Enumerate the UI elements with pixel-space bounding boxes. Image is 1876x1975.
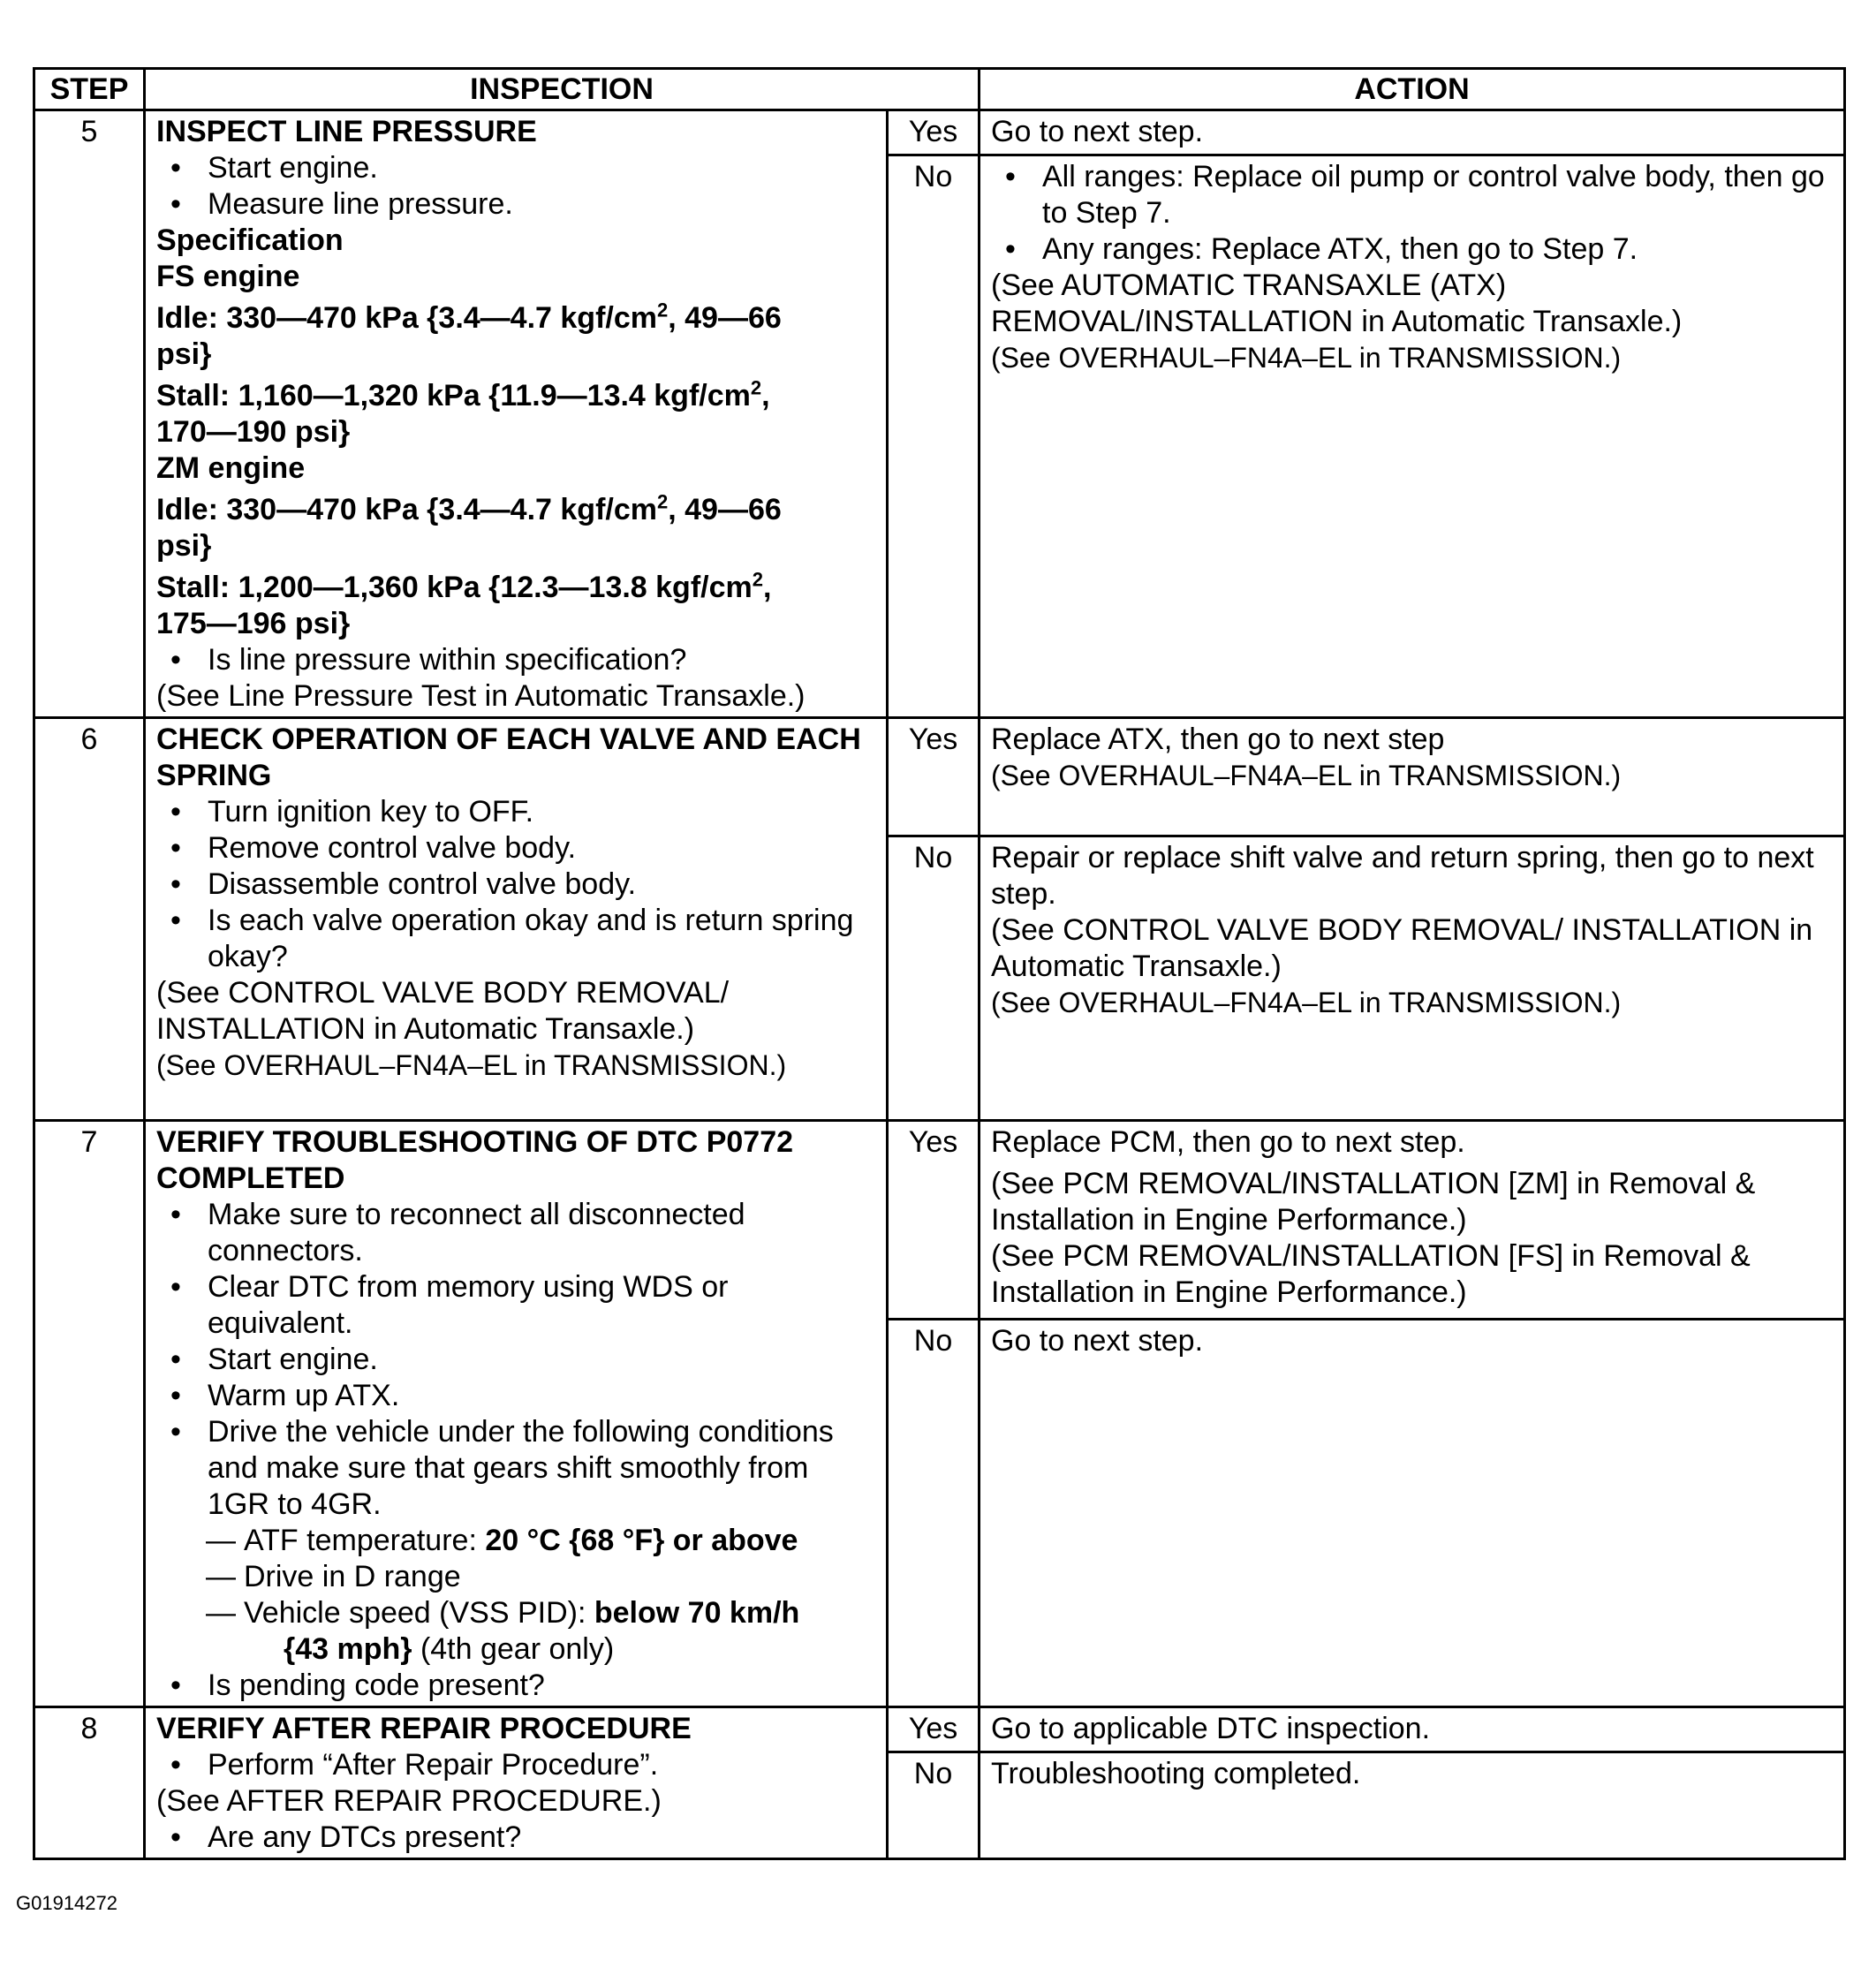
see-reference: (See PCM REMOVAL/INSTALLATION [ZM] in Removal & Installation in Engine Performance.): [991, 1167, 1756, 1237]
step-title: VERIFY TROUBLESHOOTING OF DTC P0772 COMPLETED: [156, 1125, 794, 1195]
see-reference: (See OVERHAUL–FN4A–EL in TRANSMISSION.): [991, 987, 1622, 1018]
see-reference: (See Line Pressure Test in Automatic Transaxle.): [156, 679, 806, 713]
no-label: No: [888, 1752, 980, 1859]
yes-label: Yes: [888, 718, 980, 836]
yes-action: Go to next step.: [980, 110, 1845, 155]
step-number: 5: [34, 110, 145, 718]
yes-label: Yes: [888, 110, 980, 155]
condition-item-continued: {43 mph} (4th gear only): [284, 1632, 615, 1666]
list-item: • Warm up ATX.: [156, 1378, 875, 1414]
list-item: • Clear DTC from memory using WDS or equivalent.: [156, 1269, 875, 1342]
header-action: ACTION: [980, 69, 1845, 110]
step-number: 7: [34, 1121, 145, 1707]
step-number: 6: [34, 718, 145, 1121]
table-row: [34, 718, 1845, 836]
figure-code: G01914272: [16, 1892, 117, 1914]
see-reference: (See CONTROL VALVE BODY REMOVAL/ INSTALLATION in Automatic Transaxle.): [156, 976, 730, 1046]
list-item: • Measure line pressure.: [156, 186, 875, 223]
list-item: • Turn ignition key to OFF.: [156, 794, 875, 830]
header-row: [34, 69, 1845, 110]
table-row: [34, 1121, 1845, 1320]
inspection-cell: [145, 110, 888, 718]
list-item: • Drive the vehicle under the following conditions and make sure that gears shift smoothly from 1GR to 4GR.: [156, 1414, 875, 1523]
list-item: • Perform “After Repair Procedure”.: [156, 1747, 875, 1783]
see-reference: (See AUTOMATIC TRANSAXLE (ATX) REMOVAL/INSTALLATION in Automatic Transaxle.): [991, 269, 1683, 338]
yes-action: Go to applicable DTC inspection.: [980, 1707, 1845, 1752]
condition-item: — ATF temperature: 20 °C {68 °F} or above: [156, 1523, 875, 1559]
list-item: • Disassemble control valve body.: [156, 866, 875, 903]
table-row: [34, 1707, 1845, 1752]
no-label: No: [888, 155, 980, 718]
spec-value: Stall: 1,160—1,320 kPa {11.9—13.4 kgf/$cm^2$, 170—190 psi}: [156, 376, 770, 449]
list-item: • Are any DTCs present?: [156, 1820, 875, 1856]
list-item: • Is each valve operation okay and is return spring okay?: [156, 903, 875, 975]
condition-item: — Drive in D range: [156, 1559, 875, 1595]
see-reference: (See PCM REMOVAL/INSTALLATION [FS] in Removal & Installation in Engine Performance.): [991, 1239, 1751, 1309]
spec-value: Idle: 330—470 kPa {3.4—4.7 kgf/$cm^2$, 49—66 psi}: [156, 490, 782, 563]
see-reference: (See AFTER REPAIR PROCEDURE.): [156, 1784, 662, 1818]
action-text: Replace ATX, then go to next step: [991, 723, 1445, 756]
no-action: [980, 155, 1845, 718]
list-item: • Any ranges: Replace ATX, then go to Step 7.: [991, 231, 1833, 268]
no-action: [980, 836, 1845, 1121]
yes-label: Yes: [888, 1121, 980, 1320]
list-item: • Start engine.: [156, 1342, 875, 1378]
header-inspection: INSPECTION: [145, 69, 980, 110]
spec-value: Stall: 1,200—1,360 kPa {12.3—13.8 kgf/$cm^2$, 175—196 psi}: [156, 568, 772, 640]
action-text: Repair or replace shift valve and return spring, then go to next step.: [991, 841, 1814, 911]
list-item: • Is line pressure within specification?: [156, 642, 875, 678]
no-label: No: [888, 836, 980, 1121]
inspection-cell: [145, 1121, 888, 1707]
yes-action: [980, 718, 1845, 836]
see-reference: (See OVERHAUL–FN4A–EL in TRANSMISSION.): [156, 1049, 787, 1081]
condition-item: — Vehicle speed (VSS PID): below 70 km/h: [156, 1595, 875, 1631]
list-item: • All ranges: Replace oil pump or control valve body, then go to Step 7.: [991, 159, 1833, 231]
step-number: 8: [34, 1707, 145, 1859]
step-title: INSPECT LINE PRESSURE: [156, 115, 537, 148]
list-item: • Make sure to reconnect all disconnected connectors.: [156, 1197, 875, 1269]
see-reference: (See CONTROL VALVE BODY REMOVAL/ INSTALLATION in Automatic Transaxle.): [991, 913, 1813, 983]
see-reference: (See OVERHAUL–FN4A–EL in TRANSMISSION.): [991, 760, 1622, 791]
no-label: No: [888, 1320, 980, 1707]
header-step: STEP: [34, 69, 145, 110]
table-row: [34, 110, 1845, 155]
engine-label: ZM engine: [156, 451, 306, 485]
troubleshooting-table: [33, 67, 1846, 1860]
no-action: Troubleshooting completed.: [980, 1752, 1845, 1859]
list-item: • Is pending code present?: [156, 1668, 875, 1704]
step-title: CHECK OPERATION OF EACH VALVE AND EACH SPRING: [156, 723, 861, 792]
list-item: • Remove control valve body.: [156, 830, 875, 866]
no-action: Go to next step.: [980, 1320, 1845, 1707]
step-title: VERIFY AFTER REPAIR PROCEDURE: [156, 1712, 692, 1745]
inspection-cell: [145, 1707, 888, 1859]
spec-label: Specification: [156, 223, 344, 257]
see-reference: (See OVERHAUL–FN4A–EL in TRANSMISSION.): [991, 342, 1622, 374]
yes-label: Yes: [888, 1707, 980, 1752]
action-text: Replace PCM, then go to next step.: [991, 1125, 1465, 1159]
spec-value: Idle: 330—470 kPa {3.4—4.7 kgf/$cm^2$, 49—66 psi}: [156, 299, 782, 371]
engine-label: FS engine: [156, 260, 300, 293]
inspection-cell: [145, 718, 888, 1121]
yes-action: [980, 1121, 1845, 1320]
list-item: • Start engine.: [156, 150, 875, 186]
